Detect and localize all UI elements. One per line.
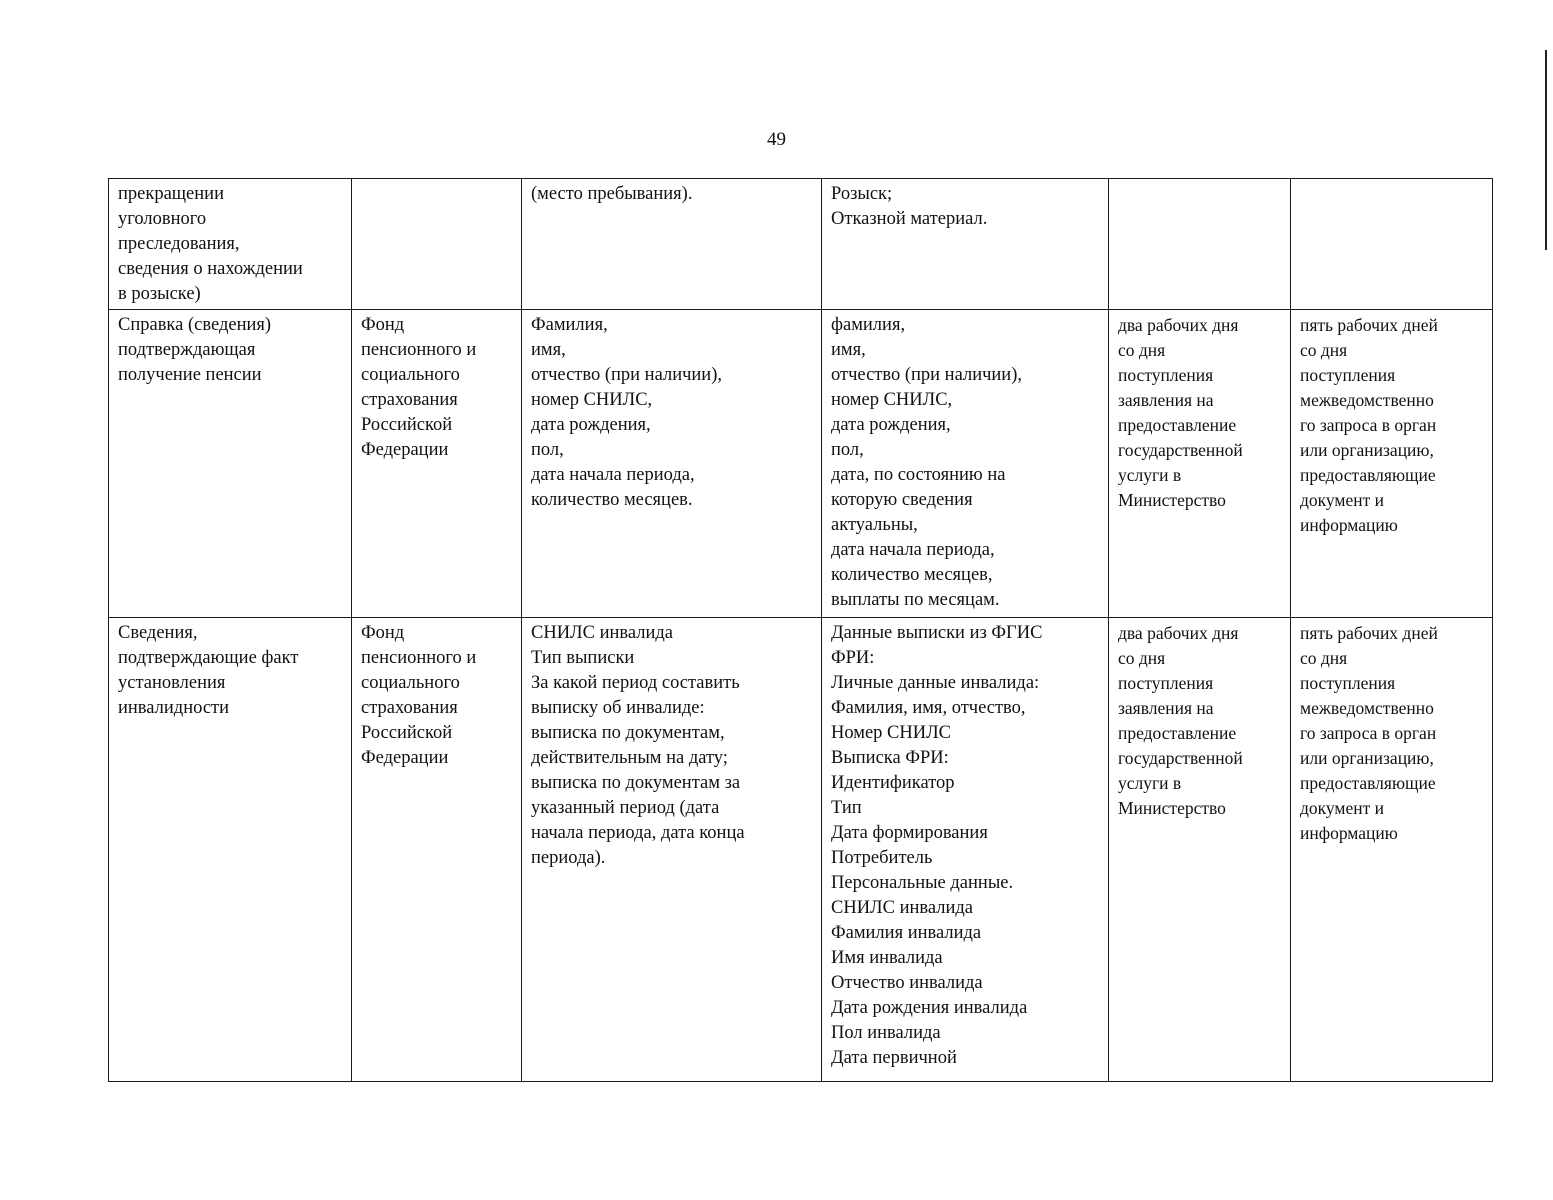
- cell-provider: [352, 618, 522, 1082]
- cell-line: выписка по документам,: [531, 723, 725, 743]
- cell-line: межведомственно: [1300, 698, 1434, 718]
- cell-line: государственной: [1118, 748, 1243, 768]
- cell-line: Справка (сведения): [118, 315, 272, 335]
- cell-line: информацию: [1300, 515, 1398, 535]
- cell-line: СНИЛС инвалида: [831, 898, 973, 918]
- cell-line: получение пенсии: [118, 365, 262, 385]
- cell-line: Федерации: [361, 440, 449, 460]
- cell-line: преследования,: [118, 234, 240, 254]
- cell-response-deadline: [1291, 179, 1493, 310]
- cell-line: номер СНИЛС,: [831, 390, 953, 410]
- cell-line: го запроса в орган: [1300, 723, 1437, 743]
- cell-document-name: [109, 310, 352, 618]
- cell-line: страхования: [361, 390, 458, 410]
- table-row: [109, 618, 1493, 1082]
- cell-line: в розыске): [118, 284, 201, 304]
- cell-line: Дата рождения инвалида: [831, 998, 1028, 1018]
- cell-line: Министерство: [1118, 490, 1226, 510]
- cell-line: которую сведения: [831, 490, 973, 510]
- cell-line: количество месяцев.: [531, 490, 693, 510]
- cell-line: или организацию,: [1300, 440, 1434, 460]
- cell-line: пять рабочих дней: [1300, 315, 1438, 335]
- cell-line: Фонд: [361, 623, 405, 643]
- cell-line: Сведения,: [118, 623, 198, 643]
- cell-line: документ и: [1300, 798, 1385, 818]
- cell-line: указанный период (дата: [531, 798, 720, 818]
- cell-line: сведения о нахождении: [118, 259, 303, 279]
- cell-line: государственной: [1118, 440, 1243, 460]
- cell-line: отчество (при наличии),: [831, 365, 1022, 385]
- cell-line: номер СНИЛС,: [531, 390, 653, 410]
- cell-line: Тип: [831, 798, 862, 818]
- cell-line: со дня: [1118, 340, 1166, 360]
- cell-line: дата начала периода,: [531, 465, 695, 485]
- cell-line: предоставление: [1118, 723, 1237, 743]
- cell-response-deadline: [1291, 618, 1493, 1082]
- cell-line: социального: [361, 365, 460, 385]
- cell-line: Федерации: [361, 748, 449, 768]
- page-number: 49: [767, 129, 786, 150]
- cell-line: Тип выписки: [531, 648, 635, 668]
- cell-line: дата начала периода,: [831, 540, 995, 560]
- cell-line: Данные выписки из ФГИС: [831, 623, 1043, 643]
- cell-line: предоставляющие: [1300, 465, 1436, 485]
- cell-line: периода).: [531, 848, 606, 868]
- cell-line: Персональные данные.: [831, 873, 1014, 893]
- cell-line: Личные данные инвалида:: [831, 673, 1040, 693]
- cell-line: Российской: [361, 415, 453, 435]
- cell-line: действительным на дату;: [531, 748, 728, 768]
- cell-line: Отказной материал.: [831, 209, 988, 229]
- cell-line: отчество (при наличии),: [531, 365, 722, 385]
- cell-line: ФРИ:: [831, 648, 875, 668]
- cell-response-fields: [822, 618, 1109, 1082]
- cell-line: услуги в: [1118, 465, 1182, 485]
- cell-line: выписку об инвалиде:: [531, 698, 705, 718]
- cell-line: прекращении: [118, 184, 224, 204]
- cell-line: два рабочих дня: [1118, 623, 1239, 643]
- cell-provider: [352, 179, 522, 310]
- cell-line: Фамилия инвалида: [831, 923, 982, 943]
- cell-line: Министерство: [1118, 798, 1226, 818]
- cell-provider: [352, 310, 522, 618]
- cell-line: Фамилия,: [531, 315, 608, 335]
- cell-line: поступления: [1300, 673, 1396, 693]
- cell-line: или организацию,: [1300, 748, 1434, 768]
- cell-line: уголовного: [118, 209, 207, 229]
- cell-line: со дня: [1300, 648, 1348, 668]
- cell-line: Номер СНИЛС: [831, 723, 951, 743]
- cell-line: Выписка ФРИ:: [831, 748, 949, 768]
- cell-line: со дня: [1300, 340, 1348, 360]
- cell-line: фамилия,: [831, 315, 906, 335]
- cell-line: пять рабочих дней: [1300, 623, 1438, 643]
- cell-line: установления: [118, 673, 226, 693]
- cell-line: заявления на: [1118, 698, 1214, 718]
- cell-line: документ и: [1300, 490, 1385, 510]
- cell-line: (место пребывания).: [531, 184, 693, 204]
- cell-response-fields: [822, 179, 1109, 310]
- cell-line: со дня: [1118, 648, 1166, 668]
- cell-line: пол,: [531, 440, 564, 460]
- cell-line: Потребитель: [831, 848, 933, 868]
- cell-line: актуальны,: [831, 515, 918, 535]
- cell-document-name: [109, 179, 352, 310]
- cell-line: пол,: [831, 440, 864, 460]
- table-body: [109, 179, 1493, 1082]
- cell-line: Дата первичной: [831, 1048, 957, 1068]
- cell-request-deadline: [1109, 179, 1291, 310]
- cell-line: подтверждающая: [118, 340, 256, 360]
- cell-line: Розыск;: [831, 184, 893, 204]
- cell-line: начала периода, дата конца: [531, 823, 745, 843]
- cell-line: СНИЛС инвалида: [531, 623, 673, 643]
- cell-line: Фамилия, имя, отчество,: [831, 698, 1026, 718]
- cell-line: инвалидности: [118, 698, 230, 718]
- cell-line: услуги в: [1118, 773, 1182, 793]
- cell-line: два рабочих дня: [1118, 315, 1239, 335]
- cell-line: дата рождения,: [831, 415, 951, 435]
- cell-line: пенсионного и: [361, 340, 477, 360]
- cell-response-fields: [822, 310, 1109, 618]
- cell-request-fields: [522, 310, 822, 618]
- cell-request-deadline: [1109, 618, 1291, 1082]
- cell-line: страхования: [361, 698, 458, 718]
- cell-line: Российской: [361, 723, 453, 743]
- cell-line: Идентификатор: [831, 773, 955, 793]
- cell-line: Отчество инвалида: [831, 973, 983, 993]
- cell-line: информацию: [1300, 823, 1398, 843]
- cell-line: предоставление: [1118, 415, 1237, 435]
- cell-line: Пол инвалида: [831, 1023, 941, 1043]
- cell-line: количество месяцев,: [831, 565, 993, 585]
- cell-line: имя,: [531, 340, 566, 360]
- cell-line: поступления: [1118, 365, 1214, 385]
- cell-line: дата рождения,: [531, 415, 651, 435]
- cell-line: поступления: [1118, 673, 1214, 693]
- cell-request-fields: [522, 179, 822, 310]
- cell-line: межведомственно: [1300, 390, 1434, 410]
- table-row: [109, 310, 1493, 618]
- cell-line: заявления на: [1118, 390, 1214, 410]
- cell-line: подтверждающие факт: [118, 648, 299, 668]
- cell-document-name: [109, 618, 352, 1082]
- cell-line: предоставляющие: [1300, 773, 1436, 793]
- cell-line: Дата формирования: [831, 823, 988, 843]
- scan-edge-line: [1545, 50, 1547, 250]
- cell-request-fields: [522, 618, 822, 1082]
- cell-line: дата, по состоянию на: [831, 465, 1006, 485]
- cell-line: Имя инвалида: [831, 948, 943, 968]
- table-row: [109, 179, 1493, 310]
- cell-request-deadline: [1109, 310, 1291, 618]
- cell-line: поступления: [1300, 365, 1396, 385]
- requirements-table: [108, 178, 1493, 1082]
- cell-line: За какой период составить: [531, 673, 740, 693]
- cell-response-deadline: [1291, 310, 1493, 618]
- cell-line: выписка по документам за: [531, 773, 741, 793]
- cell-line: социального: [361, 673, 460, 693]
- cell-line: пенсионного и: [361, 648, 477, 668]
- cell-line: имя,: [831, 340, 866, 360]
- cell-line: го запроса в орган: [1300, 415, 1437, 435]
- cell-line: выплаты по месяцам.: [831, 590, 1000, 610]
- cell-line: Фонд: [361, 315, 405, 335]
